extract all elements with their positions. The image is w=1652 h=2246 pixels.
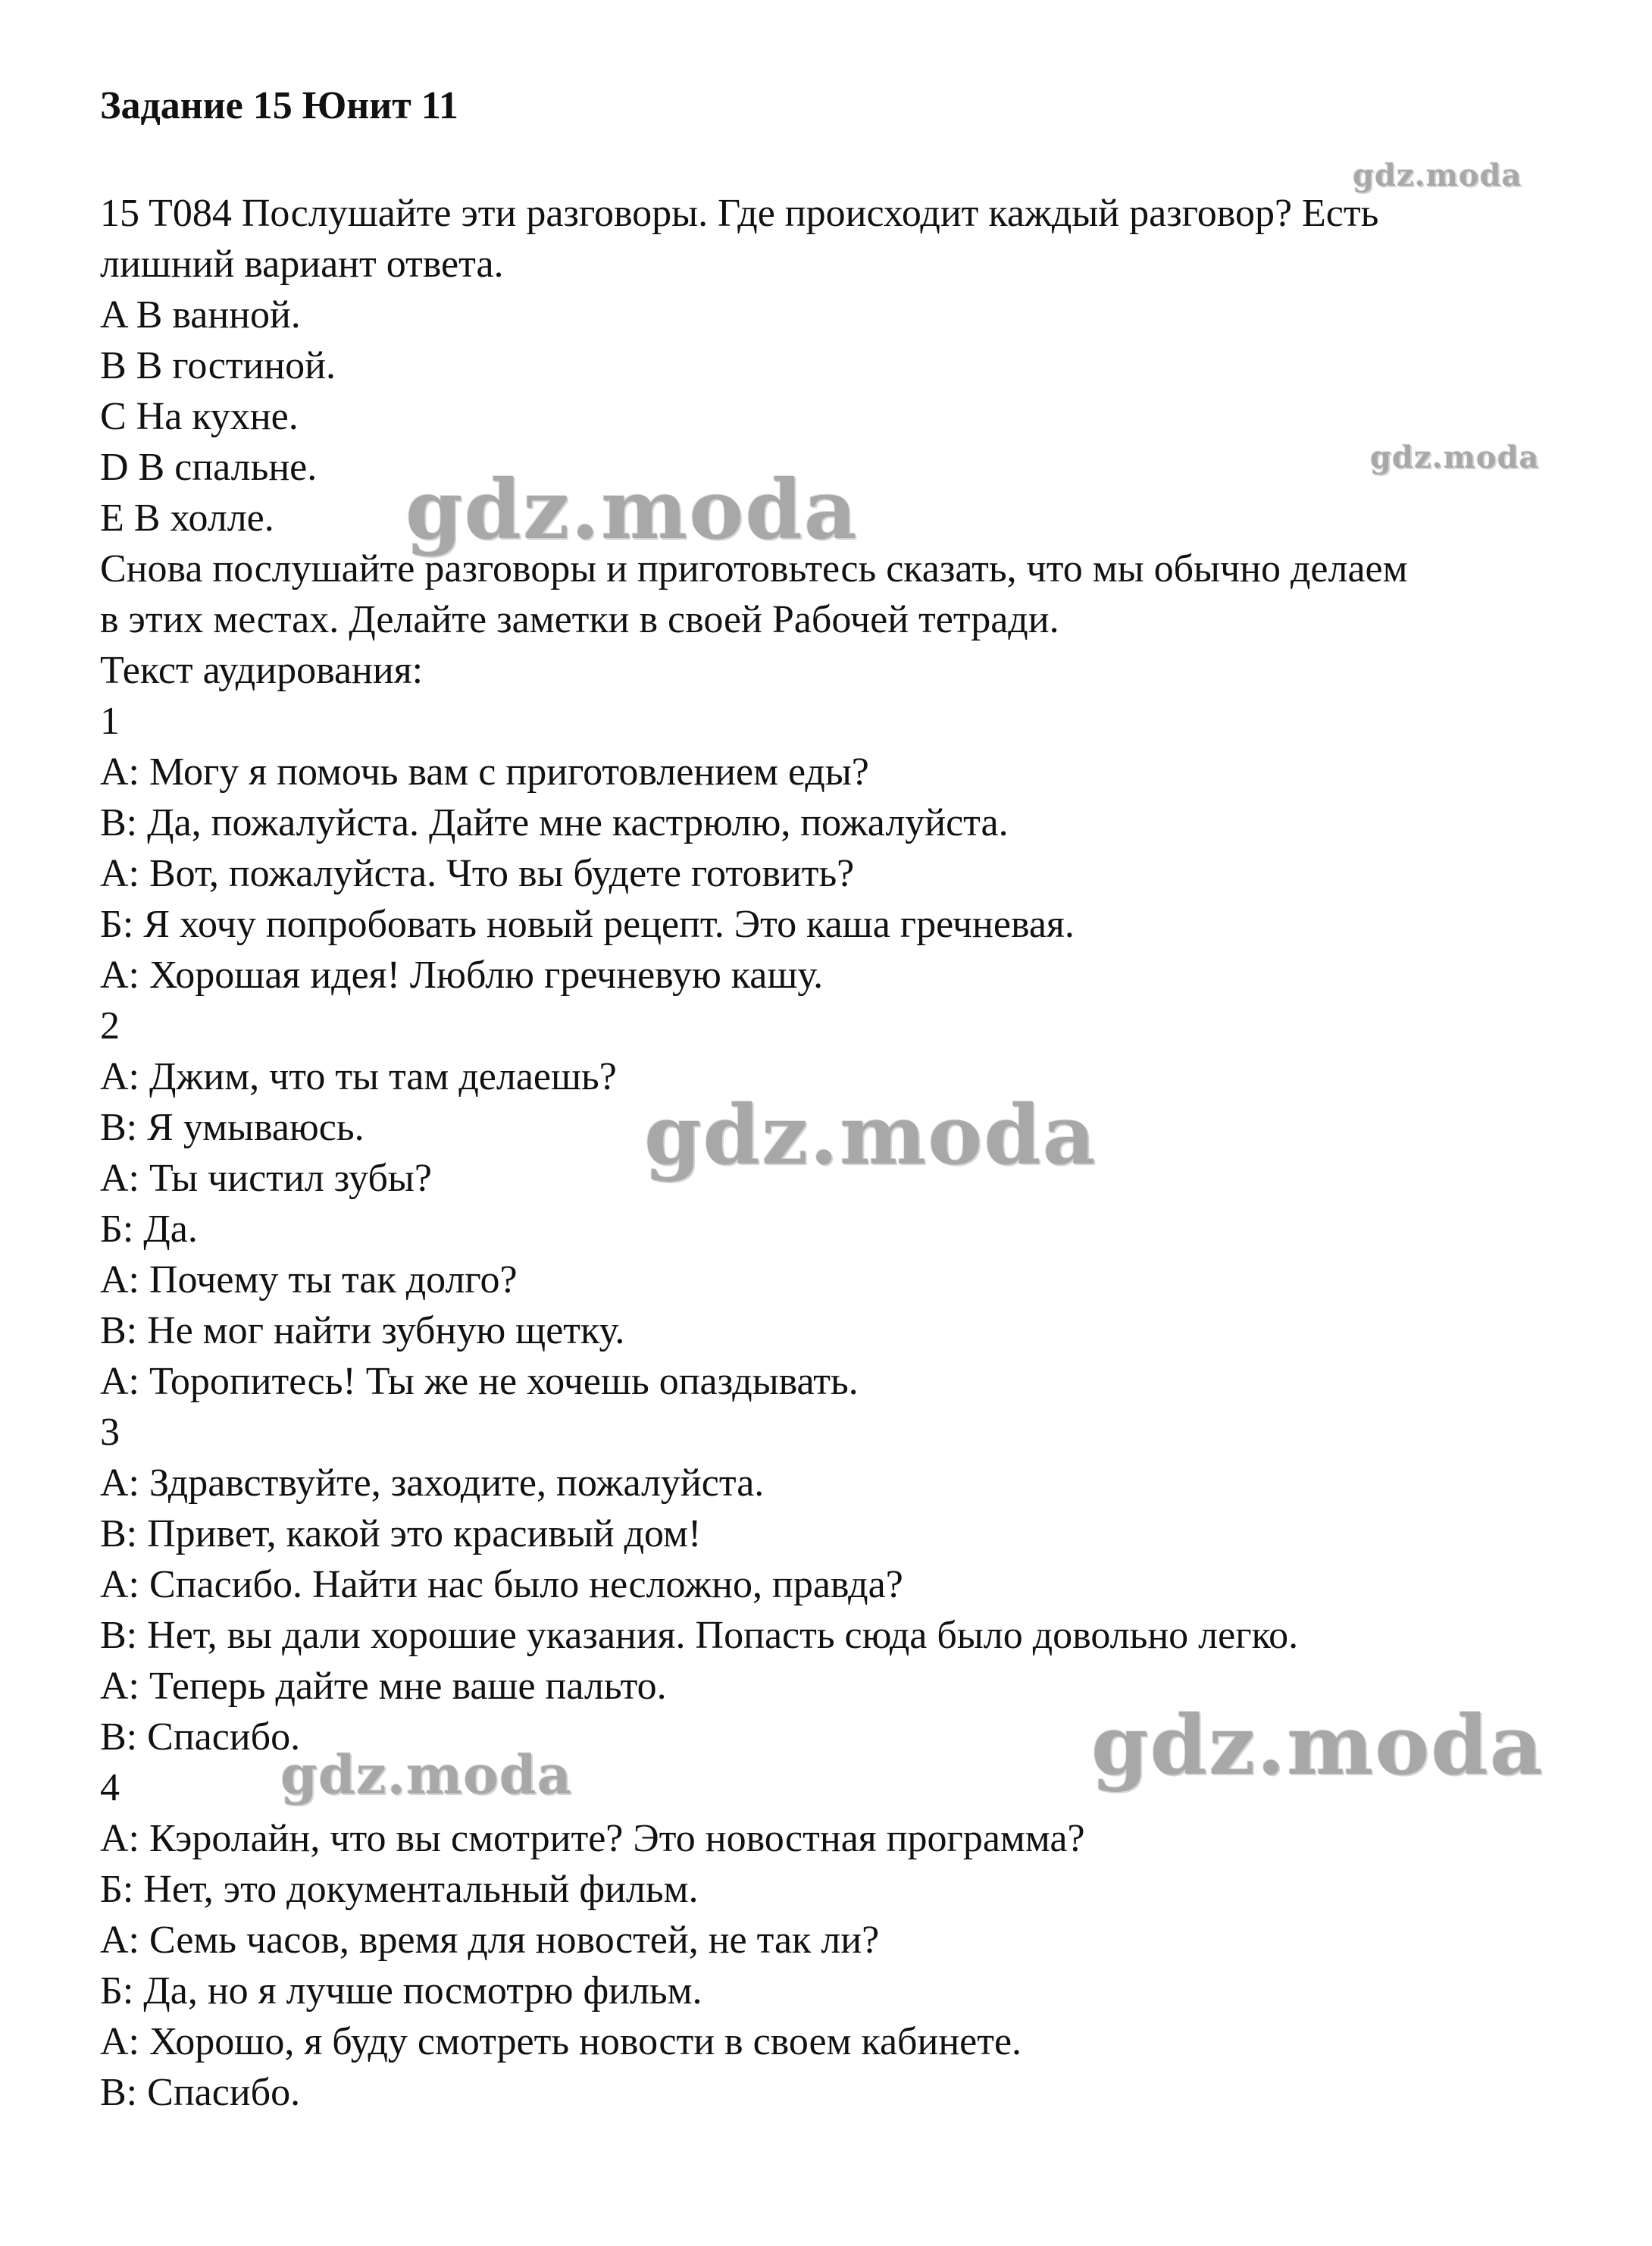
dialogue-line: B: Я умываюсь.: [100, 1106, 365, 1149]
dialogue-line: A: Могу я помочь вам с приготовлением еды?: [100, 750, 869, 794]
watermark: gdz.moda: [1353, 158, 1522, 193]
dialogue-2: [100, 1001, 1570, 1407]
option-item: D В спальне.: [100, 446, 318, 489]
watermark: gdz.moda: [644, 1088, 1097, 1183]
watermark: gdz.moda: [1370, 440, 1540, 475]
document-page: [100, 76, 1570, 2118]
answer-options: [100, 290, 1570, 543]
dialogue-line: A: Торопитесь! Ты же не хочешь опаздывать.: [100, 1360, 859, 1403]
option-item: A В ванной.: [100, 293, 301, 337]
dialogue-line: A: Здравствуйте, заходите, пожалуйста.: [100, 1461, 765, 1505]
dialogue-1: [100, 696, 1570, 1001]
dialogue-line: A: Спасибо. Найти нас было несложно, правда?: [100, 1563, 903, 1606]
dialogue-line: A: Джим, что ты там делаешь?: [100, 1055, 617, 1098]
dialogue-line: Б: Я хочу попробовать новый рецепт. Это каша гречневая.: [100, 903, 1075, 946]
dialogue-line: A: Хорошо, я буду смотреть новости в своем кабинете.: [100, 2020, 1022, 2063]
dialogue-number: 3: [100, 1411, 120, 1454]
dialogue-3: [100, 1407, 1570, 1762]
dialogue-number: 1: [100, 700, 120, 743]
instruction: [100, 543, 1570, 645]
option-item: C На кухне.: [100, 395, 299, 438]
dialogue-line: B: Нет, вы дали хорошие указания. Попасть сюда было довольно легко.: [100, 1614, 1299, 1657]
dialogue-4: [100, 1762, 1570, 2118]
task-line: 15 T084 Послушайте эти разговоры. Где происходит каждый разговор? Есть: [100, 192, 1379, 235]
instruction-line: в этих местах. Делайте заметки в своей Рабочей тетради.: [100, 598, 1059, 641]
watermark: gdz.moda: [1091, 1698, 1544, 1793]
dialogue-line: Б: Да.: [100, 1208, 198, 1251]
dialogue-line: A: Кэролайн, что вы смотрите? Это новостная программа?: [100, 1817, 1085, 1860]
dialogue-line: A: Семь часов, время для новостей, не так ли?: [100, 1919, 880, 1962]
watermark: gdz.moda: [280, 1743, 573, 1806]
dialogue-line: A: Ты чистил зубы?: [100, 1157, 432, 1200]
dialogue-line: B: Спасибо.: [100, 2071, 301, 2114]
task-line: лишний вариант ответа.: [100, 243, 504, 286]
dialogue-line: Б: Да, но я лучше посмотрю фильм.: [100, 1969, 702, 2013]
dialogue-line: Б: Нет, это документальный фильм.: [100, 1868, 699, 1911]
dialogue-line: B: Спасибо.: [100, 1715, 301, 1759]
dialogue-line: B: Да, пожалуйста. Дайте мне кастрюлю, пожалуйста.: [100, 801, 1009, 844]
transcript-heading: Текст аудирования:: [100, 649, 424, 692]
dialogue-line: A: Почему ты так долго?: [100, 1258, 518, 1302]
dialogue-line: A: Теперь дайте мне ваше пальто.: [100, 1665, 667, 1708]
dialogue-line: B: Привет, какой это красивый дом!: [100, 1512, 702, 1555]
dialogue-number: 4: [100, 1766, 120, 1809]
page-title: Задание 15 Юнит 11: [100, 84, 458, 127]
task-description: [100, 188, 1570, 290]
dialogue-number: 2: [100, 1004, 120, 1048]
option-item: B В гостиной.: [100, 344, 336, 387]
watermark: gdz.moda: [405, 462, 859, 558]
dialogue-line: B: Не мог найти зубную щетку.: [100, 1309, 625, 1352]
dialogue-line: A: Хорошая идея! Люблю гречневую кашу.: [100, 954, 824, 997]
option-item: E В холле.: [100, 497, 274, 540]
instruction-line: Снова послушайте разговоры и приготовьтесь сказать, что мы обычно делаем: [100, 547, 1408, 590]
dialogue-line: A: Вот, пожалуйста. Что вы будете готовить?: [100, 852, 855, 895]
